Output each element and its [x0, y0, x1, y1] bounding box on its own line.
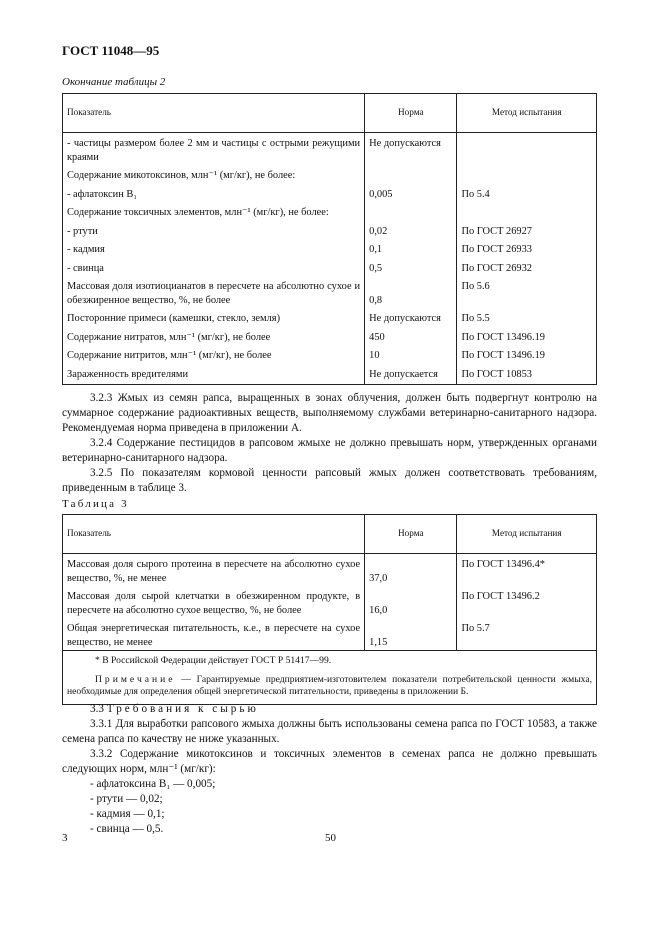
table-footnote: * В Российской Федерации действует ГОСТ Р 51417—99.	[95, 655, 332, 667]
table-cell: Не допускается	[365, 364, 457, 385]
table2-caption: Окончание таблицы 2	[62, 76, 166, 88]
table-cell: По ГОСТ 26933	[461, 244, 532, 256]
list-item: - афлатоксина B₁ — 0,005;	[90, 778, 216, 790]
norms-list	[62, 777, 597, 837]
note-label: Примечание	[95, 673, 176, 685]
col-header-method: Метод испытания	[457, 94, 597, 133]
table-cell: 0,005	[365, 184, 457, 203]
table3-label: Таблица 3	[62, 498, 129, 510]
table-cell: 0,1	[365, 239, 457, 258]
table-row	[63, 202, 597, 221]
table-header-row	[63, 94, 597, 133]
list-item: - ртути — 0,02;	[90, 793, 163, 805]
table-cell: По ГОСТ 26932	[461, 262, 532, 274]
table-cell: 0,02	[365, 221, 457, 240]
table-cell: Общая энергетическая питательность, к.е., в пересчете на сухое вещество, не менее	[63, 618, 365, 651]
table-note-cell	[63, 651, 597, 704]
col-header-norm: Норма	[365, 94, 457, 133]
table-cell: 0,5	[365, 258, 457, 277]
list-item: - кадмия — 0,1;	[90, 808, 165, 820]
table-row	[63, 308, 597, 327]
table-row	[63, 133, 597, 166]
table-cell	[457, 202, 597, 221]
col-header-indicator: Показатель	[63, 515, 365, 554]
table-row	[63, 221, 597, 240]
table-cell: По 5.6	[461, 281, 490, 293]
table-note	[67, 674, 592, 699]
table-cell: По ГОСТ 13496.19	[461, 350, 545, 362]
table-row	[63, 258, 597, 277]
table-cell	[365, 202, 457, 221]
paragraph-3-2-5: 3.2.5 По показателям кормовой ценности рапсовый жмых должен соответствовать требованиям, приведенным в таблице 3.	[62, 467, 597, 494]
table-row	[63, 554, 597, 587]
table-row	[63, 165, 597, 184]
table-cell: 16,0	[365, 586, 457, 618]
table-cell: Не допускаются	[365, 133, 457, 166]
paragraph-3-2-4: 3.2.4 Содержание пестицидов в рапсовом жмыхе не должно превышать норм, утвержденных органами ветеринарно-санитарного надзора.	[62, 437, 597, 464]
table-row	[63, 586, 597, 618]
table-cell: - частицы размером более 2 мм и частицы с острыми режущими краями	[63, 133, 365, 166]
table-cell: - ртути	[63, 221, 365, 240]
table-cell: Не допускаются	[365, 308, 457, 327]
table-cell: По ГОСТ 13496.4*	[461, 559, 545, 570]
section-title: Требования к сырью	[106, 703, 259, 715]
footer-left-number: 3	[62, 832, 68, 844]
table-cell: Массовая доля изотиоцианатов в пересчете на абсолютно сухое и обезжиренное вещество, %, не более	[63, 276, 365, 308]
table-3	[62, 514, 597, 705]
table-cell: 0,8	[365, 276, 457, 308]
table-cell: Массовая доля сырого протеина в пересчете на абсолютно сухое вещество, %, не менее	[63, 554, 365, 587]
paragraph-3-2-3: 3.2.3 Жмых из семян рапса, выращенных в зонах облучения, должен быть подвергнут контролю на суммарное содержание радиоактивных веществ, выполняемому службами ветеринарно-санитарного надзора. Рекомендуемая норма приведена в приложении А.	[62, 392, 597, 434]
table-cell: По 5.7	[461, 623, 490, 635]
table-cell: По ГОСТ 13496.19	[461, 331, 545, 343]
section-3-2-paragraphs	[62, 391, 597, 496]
table-cell: По 5.5	[461, 313, 490, 325]
table-header-row	[63, 515, 597, 554]
table-cell: - кадмия	[63, 239, 365, 258]
section-3-3-heading	[62, 702, 597, 717]
note-text: — Гарантируемые предприятием-изготовителем показатели потребительской ценности жмыха, необходимые для определения общей энергетической питательности, приведены в приложении Б.	[67, 673, 592, 698]
table-cell: 450	[365, 327, 457, 346]
col-header-norm: Норма	[365, 515, 457, 554]
table-cell: Содержание нитратов, млн⁻¹ (мг/кг), не более	[63, 327, 365, 346]
table-cell: Массовая доля сырой клетчатки в обезжиренном продукте, в пересчете на абсолютно сухое вещество, %, не более	[63, 586, 365, 618]
table-cell: - свинца	[63, 258, 365, 277]
table-row	[63, 239, 597, 258]
table-cell: По 5.4	[461, 188, 490, 200]
table-row	[63, 618, 597, 651]
document-id: ГОСТ 11048—95	[62, 43, 160, 58]
paragraph-3-3-2: 3.3.2 Содержание микотоксинов и токсичных элементов в семенах рапса не должно превышать следующих норм, млн⁻¹ (мг/кг):	[62, 748, 597, 775]
page-number: 50	[325, 832, 336, 844]
table-row	[63, 364, 597, 385]
table-cell: 1,15	[365, 618, 457, 651]
paragraph-3-3-1: 3.3.1 Для выработки рапсового жмыха должны быть использованы семена рапса по ГОСТ 10583, а также семена рапса по качеству не ниже указанных.	[62, 718, 597, 745]
table-row	[63, 327, 597, 346]
table-cell: Зараженность вредителями	[63, 364, 365, 385]
table-row	[63, 184, 597, 203]
table-row	[63, 276, 597, 308]
table-row	[63, 345, 597, 364]
table-cell	[457, 165, 597, 184]
table-cell: 37,0	[365, 554, 457, 587]
section-3-3	[62, 702, 597, 837]
table-cell: 10	[365, 345, 457, 364]
col-header-method: Метод испытания	[457, 515, 597, 554]
table-note-row	[63, 651, 597, 704]
table-cell: По ГОСТ 13496.2	[461, 591, 540, 603]
list-item: - свинца — 0,5.	[90, 823, 164, 835]
table-cell: По ГОСТ 10853	[461, 368, 532, 380]
table-cell: Посторонние примеси (камешки, стекло, земля)	[63, 308, 365, 327]
table-cell	[457, 133, 597, 166]
table-cell: Содержание микотоксинов, млн⁻¹ (мг/кг), не более:	[63, 165, 365, 184]
table-cell: Содержание нитритов, млн⁻¹ (мг/кг), не более	[63, 345, 365, 364]
section-number: 3.3	[90, 703, 107, 715]
table-cell: - афлатоксин B₁	[63, 184, 365, 203]
table-cell	[365, 165, 457, 184]
table-2	[62, 93, 597, 385]
table-cell: Содержание токсичных элементов, млн⁻¹ (мг/кг), не более:	[63, 202, 365, 221]
table-cell: По ГОСТ 26927	[461, 225, 532, 237]
col-header-indicator: Показатель	[63, 94, 365, 133]
